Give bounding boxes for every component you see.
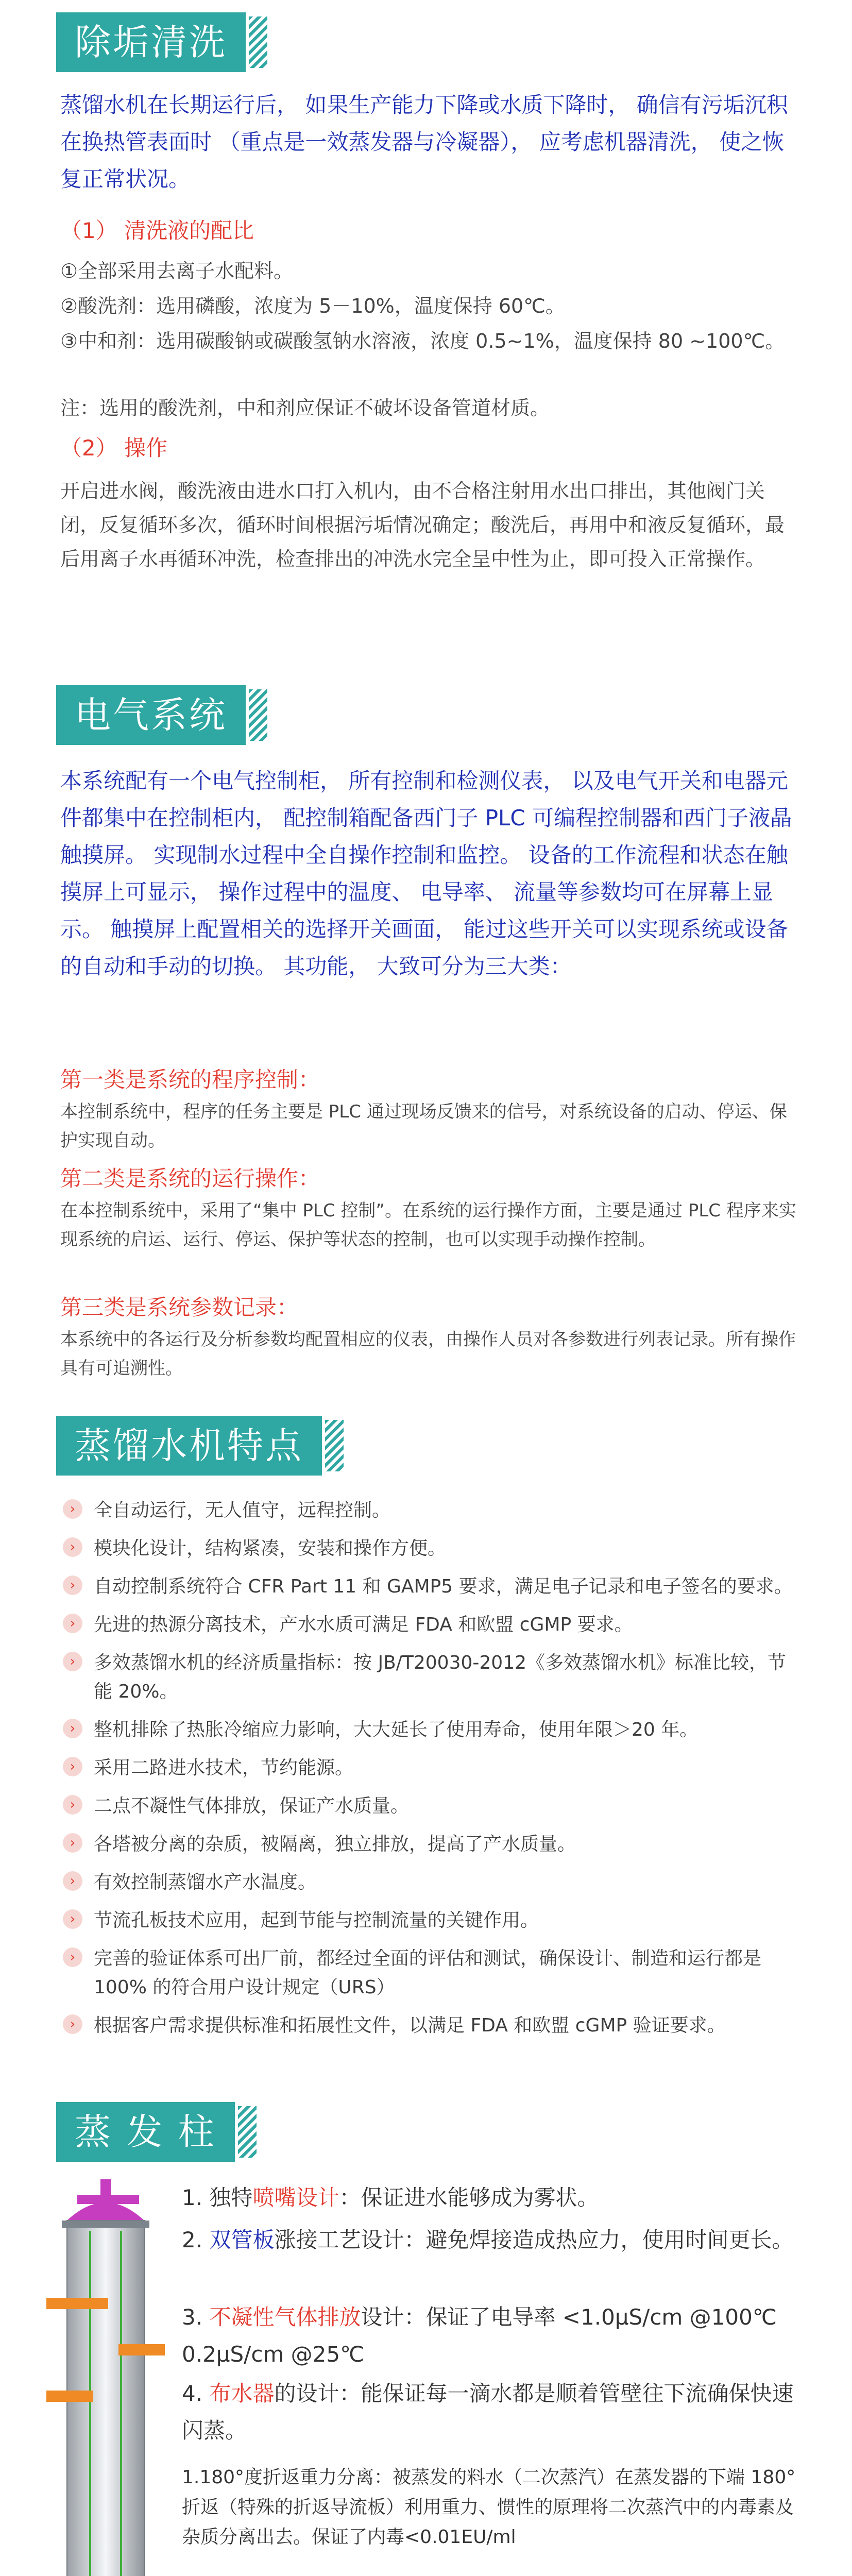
chevron-right-icon: › xyxy=(63,1871,82,1891)
separation-point-1: 1.180°度折返重力分离：被蒸发的料水（二次蒸汽）在蒸发器的下端 180°折返（特殊的折返导流板）利用重力、惯性的原理将二次蒸汽中的内毒素及杂质分离出去。保证了内毒<0.01EU/ml xyxy=(182,2467,796,2548)
section-evaporation-column xyxy=(0,2102,852,2576)
chevron-right-icon: › xyxy=(63,2014,82,2034)
title-stripe-decoration xyxy=(249,689,267,741)
feature-double-tube-sheet: 2. 双管板涨接工艺设计：避免焊接造成热应力，使用时间更长。 xyxy=(182,2227,794,2252)
feature-item xyxy=(63,1792,799,1821)
electrical-category-3-title: 第三类是系统参数记录： xyxy=(60,1295,299,1320)
cleaning-operation-text: 开启进水阀，酸洗液由进水口打入机内，由不合格注射用水出口排出，其他阀门关闭，反复循环多次，循环时间根据污垢情况确定；酸洗后，再用中和液反复循环，最后用离子水再循环冲洗，检查排出的冲洗水完全呈中性为止，即可投入正常操作。 xyxy=(60,480,785,570)
chevron-right-icon: › xyxy=(63,1499,82,1519)
cleaning-ratio-note: 注：选用的酸洗剂，中和剂应保证不破坏设备管道材质。 xyxy=(60,397,550,419)
feature-item-text: 节流孔板技术应用，起到节能与控制流量的关键作用。 xyxy=(94,1910,539,1931)
title-stripe-decoration xyxy=(238,2106,257,2158)
chevron-right-icon: › xyxy=(63,1575,82,1595)
cleaning-ratio-line-1: ①全部采用去离子水配料。 xyxy=(60,260,294,282)
section-title-electrical: 电气系统 xyxy=(56,685,246,745)
section-title-features: 蒸馏水机特点 xyxy=(56,1416,322,1476)
feature-item xyxy=(63,1611,799,1639)
cleaning-intro: 蒸馏水机在长期运行后， 如果生产能力下降或水质下降时， 确信有污垢沉积在换热管表面时 （重点是一效蒸发器与冷凝器）， 应考虑机器清洗， 使之恢复正常状况。 xyxy=(60,92,788,192)
cleaning-subheading-ratio: （1） 清洗液的配比 xyxy=(60,218,254,243)
electrical-intro: 本系统配有一个电气控制柜， 所有控制和检测仪表， 以及电气开关和电器元件都集中在控制柜内， 配控制箱配备西门子 PLC 可编程控制器和西门子液晶触摸屏。 实现制水过程中全自操作控制和监控。 设备的工作流程和状态在触摸屏上可显示， 操作过程中的温度、 电导率、 流量等参数均可在屏幕上显示。 触摸屏上配置相关的选择开关画面， 能过这些开关可以实现系统或设备的自动和手动的切换。 其功能， 大致可分为三大类： xyxy=(60,768,792,979)
chevron-right-icon: › xyxy=(63,1614,82,1633)
feature-water-distributor: 4. 布水器的设计：能保证每一滴水都是顺着管壁往下流确保快速闪蒸。 xyxy=(182,2381,794,2443)
electrical-category-3-text: 本系统中的各运行及分析参数均配置相应的仪表，由操作人员对各参数进行列表记录。所有操作具有可追溯性。 xyxy=(60,1329,796,1379)
title-stripe-decoration xyxy=(325,1420,344,1471)
evaporation-column-illustration xyxy=(46,2174,165,2576)
feature-item-text: 全自动运行，无人值守，远程控制。 xyxy=(94,1500,391,1521)
feature-item xyxy=(63,1716,799,1744)
cleaning-ratio-line-2: ②酸洗剂：选用磷酸，浓度为 5－10%，温度保持 60℃。 xyxy=(60,295,565,317)
chevron-right-icon: › xyxy=(63,1652,82,1671)
feature-item-text: 完善的验证体系可出厂前，都经过全面的评估和测试，确保设计、制造和运行都是 100% 的符合用户设计规定（URS） xyxy=(94,1948,762,1998)
section-cleaning xyxy=(0,0,852,665)
feature-item-text: 二点不凝性气体排放，保证产水质量。 xyxy=(94,1795,410,1817)
feature-nozzle: 1. 独特喷嘴设计：保证进水能够成为雾状。 xyxy=(182,2185,599,2210)
feature-item xyxy=(63,1906,799,1935)
title-stripe-decoration xyxy=(249,16,267,68)
section-electrical xyxy=(0,685,852,1437)
feature-item-text: 有效控制蒸馏水产水温度。 xyxy=(94,1872,317,1893)
feature-item xyxy=(63,1944,799,2002)
chevron-right-icon: › xyxy=(63,1795,82,1815)
feature-item-text: 多效蒸馏水机的经济质量指标：按 JB/T20030-2012《多效蒸馏水机》标准比较，节能 20%。 xyxy=(94,1652,787,1702)
electrical-category-2-title: 第二类是系统的运行操作： xyxy=(60,1166,320,1191)
feature-item-text: 先进的热源分离技术，产水水质可满足 FDA 和欧盟 cGMP 要求。 xyxy=(94,1614,633,1635)
feature-item xyxy=(63,1830,799,1859)
feature-item xyxy=(63,2011,799,2040)
feature-item-text: 各塔被分离的杂质，被隔离，独立排放，提高了产水质量。 xyxy=(94,1834,576,1855)
feature-item-text: 整机排除了热胀冷缩应力影响，大大延长了使用寿命，使用年限＞20 年。 xyxy=(94,1719,698,1740)
electrical-category-1-text: 本控制系统中，程序的任务主要是 PLC 通过现场反馈来的信号，对系统设备的启动、停运、保护实现自动。 xyxy=(60,1101,787,1151)
feature-item xyxy=(63,1534,799,1563)
feature-item-text: 自动控制系统符合 CFR Part 11 和 GAMP5 要求，满足电子记录和电子签名的要求。 xyxy=(94,1576,793,1597)
electrical-category-2-text: 在本控制系统中，采用了“集中 PLC 控制”。在系统的运行操作方面，主要是通过 PLC 程序来实现系统的启运、运行、停运、保护等状态的控制，也可以实现手动操作控制。 xyxy=(60,1200,796,1250)
feature-item xyxy=(63,1649,799,1706)
feature-item xyxy=(63,1754,799,1783)
chevron-right-icon: › xyxy=(63,1833,82,1853)
cleaning-ratio-line-3: ③中和剂：选用碳酸钠或碳酸氢钠水溶液，浓度 0.5~1%，温度保持 80 ~100℃。 xyxy=(60,330,785,352)
feature-item xyxy=(63,1496,799,1525)
feature-item xyxy=(63,1868,799,1897)
chevron-right-icon: › xyxy=(63,1947,82,1967)
feature-item-text: 模块化设计，结构紧凑，安装和操作方便。 xyxy=(94,1538,447,1559)
feature-noncondensable-gas: 3. 不凝性气体排放设计：保证了电导率 <1.0μS/cm @100℃ 0.2μS/cm @25℃ xyxy=(182,2304,777,2367)
feature-item-text: 采用二路进水技术，节约能源。 xyxy=(94,1757,354,1778)
feature-item xyxy=(63,1572,799,1601)
section-features xyxy=(0,1416,852,2101)
section-title-cleaning: 除垢清洗 xyxy=(56,12,246,72)
chevron-right-icon: › xyxy=(63,1909,82,1929)
chevron-right-icon: › xyxy=(63,1719,82,1738)
electrical-category-1-title: 第一类是系统的程序控制： xyxy=(60,1067,320,1092)
cleaning-subheading-operation: （2） 操作 xyxy=(60,435,168,461)
chevron-right-icon: › xyxy=(63,1537,82,1557)
chevron-right-icon: › xyxy=(63,1757,82,1776)
feature-list xyxy=(63,1496,799,2049)
feature-item-text: 根据客户需求提供标准和拓展性文件，以满足 FDA 和欧盟 cGMP 验证要求。 xyxy=(94,2015,726,2036)
section-title-evaporation-column: 蒸 发 柱 xyxy=(56,2102,235,2162)
